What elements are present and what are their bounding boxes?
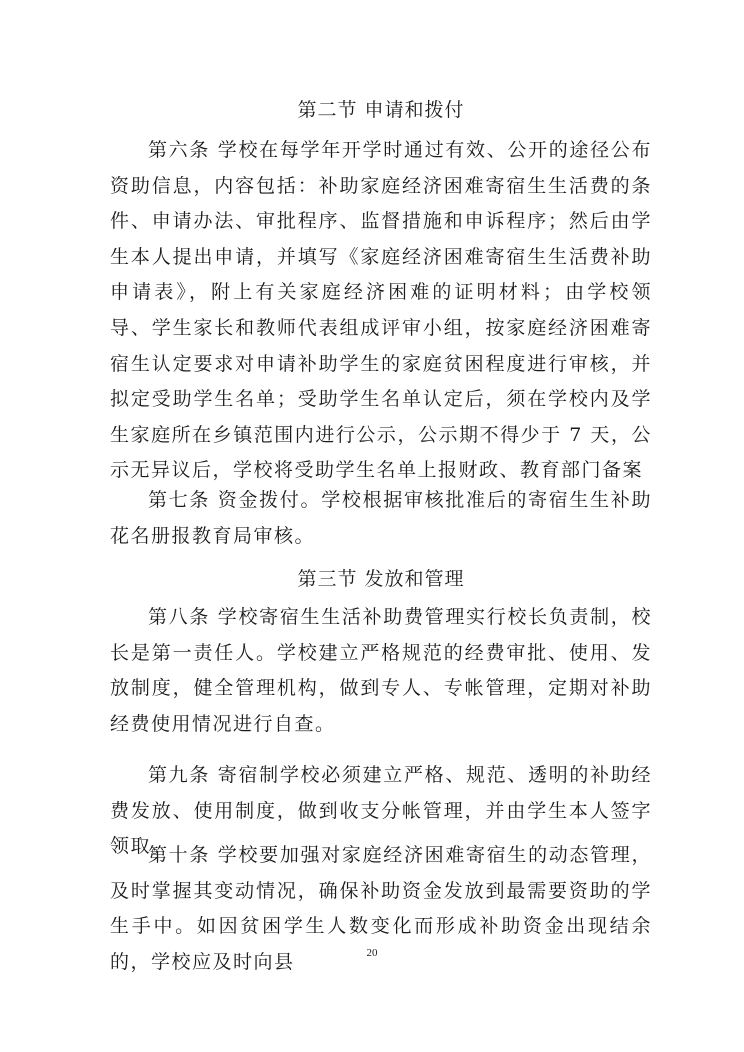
article-8-paragraph: 第八条 学校寄宿生生活补助费管理实行校长负责制，校长是第一责任人。学校建立严格规范的经费审批、使用、发放制度，健全管理机构，做到专人、专帐管理，定期对补助经费使用情况进行自查。: [110, 606, 652, 735]
article-7-paragraph: 第七条 资金拨付。学校根据审核批准后的寄宿生生补助花名册报教育局审核。: [110, 489, 652, 547]
section-heading-distribution: 第三节 发放和管理: [297, 568, 465, 590]
section-heading-application: 第二节 申请和拨付: [297, 99, 465, 121]
article-10-paragraph: 第十条 学校要加强对家庭经济困难寄宿生的动态管理，及时掌握其变动情况，确保补助资金发放到最需要资助的学生手中。如因贫困学生人数变化而形成补助资金出现结余的，学校应及时向县: [110, 844, 652, 973]
article-9-paragraph: 第九条 寄宿制学校必须建立严格、规范、透明的补助经费发放、使用制度，做到收支分帐管理，并由学生本人签字领取。: [110, 764, 652, 858]
article-6-paragraph: 第六条 学校在每学年开学时通过有效、公开的途径公布资助信息，内容包括：补助家庭经济困难寄宿生生活费的条件、申请办法、审批程序、监督措施和申诉程序；然后由学生本人提出申请，并填写《家庭经济困难寄宿生生活费补助申请表》，附上有关家庭经济困难的证明材料；由学校领导、学生家长和教师代表组成评审小组，按家庭经济困难寄宿生认定要求对申请补助学生的家庭贫困程度进行审核，并拟定受助学生名单；受助学生名单认定后，须在学校内及学生家庭所在乡镇范围内进行公示，公示期不得少于 7 天，公示无异议后，学校将受助学生名单上报财政、教育部门备案: [110, 139, 652, 482]
page-number: 20: [366, 947, 378, 959]
